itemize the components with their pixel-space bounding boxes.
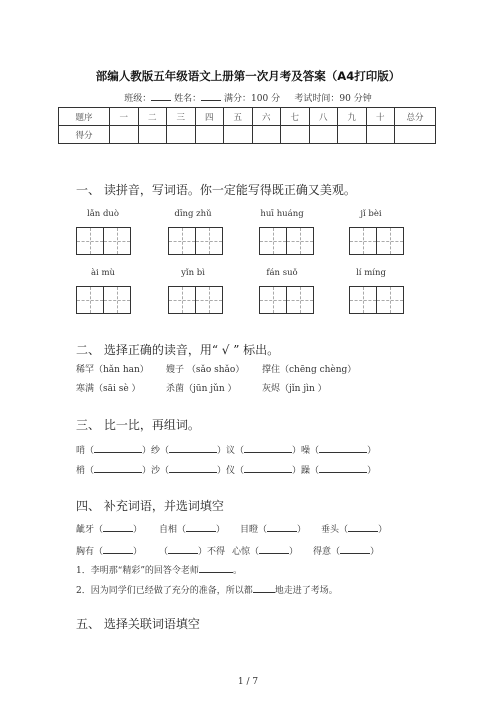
idiom-suffix: ） [378,525,388,535]
pinyin-label: jǐ bèi [360,209,382,219]
reading-item[interactable]: 嫂子 （sǎo shǎo） [166,365,245,375]
table-cell: 七 [281,108,310,126]
empty-score-cell[interactable] [195,126,224,144]
word-char: ）纱（ [142,446,170,456]
table-cell: 二 [138,108,167,126]
idiom-line-1 [76,522,387,535]
answer-blank[interactable] [267,522,297,532]
answer-blank[interactable] [168,544,198,554]
grid-cell[interactable] [103,227,131,255]
section-4-heading: 四、 补充词语，并选词填空 [76,499,224,513]
word-char: ）躁（ [292,466,320,476]
grid-cell[interactable] [103,286,131,314]
empty-score-cell[interactable] [167,126,196,144]
grid-cell[interactable] [168,227,196,255]
score-table [58,107,436,144]
table-cell: 三 [167,108,196,126]
reading-item[interactable]: 稀罕（hǎn han） [76,365,149,375]
reading-item[interactable]: 撑住（chēng chèng） [262,365,357,375]
empty-score-cell[interactable] [366,126,395,144]
compare-line-2 [76,463,376,476]
writing-grid[interactable] [259,227,314,255]
question-text: 2．因为同学们已经做了充分的准备，所以都 [76,586,253,596]
empty-score-cell[interactable] [138,126,167,144]
pinyin-label: lǎn duò [87,209,119,219]
word-char: ）噪（ [292,446,320,456]
name-blank [201,92,221,101]
pinyin-label: huī huáng [260,209,304,219]
table-cell: 五 [224,108,253,126]
pinyin-label: lí míng [356,268,386,278]
page-title: 部编人教版五年级语文上册第一次月考及答案（A4打印版） [95,69,401,83]
fill-question-2 [76,583,338,596]
table-cell: 六 [252,108,281,126]
exam-time: 考试时间：90 分钟 [294,94,372,104]
table-cell: 四 [195,108,224,126]
table-cell: 总分 [395,108,436,126]
writing-grid[interactable] [349,227,404,255]
table-cell: 八 [309,108,338,126]
answer-blank[interactable] [348,522,378,532]
reading-item[interactable]: 寒满（sāi sè ） [76,384,141,394]
grid-cell[interactable] [376,227,404,255]
idiom-prefix: 目瞪（ [240,525,268,535]
idiom-suffix: ）不得 [198,547,226,557]
grid-cell[interactable] [376,286,404,314]
empty-score-cell[interactable] [281,126,310,144]
question-text: 地走进了考场。 [274,586,338,596]
name-label: 姓名： [174,94,202,104]
empty-score-cell[interactable] [309,126,338,144]
empty-score-cell[interactable] [110,126,139,144]
answer-blank[interactable] [199,563,233,573]
word-char: ） [367,446,377,456]
section-3-heading: 三、 比一比，再组词。 [76,418,200,432]
score-table-header-row [59,108,436,126]
answer-blank[interactable] [186,522,216,532]
idiom-prefix: 自相（ [159,525,187,535]
class-blank [151,92,171,101]
idiom-prefix: 得意（ [313,547,341,557]
pinyin-label: yǐn bì [181,268,205,278]
compare-line-1 [76,443,376,456]
writing-grid[interactable] [259,286,314,314]
word-char: ）仪（ [217,466,245,476]
idiom-suffix: ） [370,547,380,557]
idiom-suffix: ） [297,525,307,535]
idiom-prefix: 心惊（ [232,547,260,557]
empty-score-cell[interactable] [338,126,367,144]
idiom-line-2 [76,544,379,557]
answer-blank[interactable] [244,443,292,453]
grid-cell[interactable] [286,227,314,255]
word-char: 梢（ [76,466,95,476]
idiom-prefix: （ [159,547,169,557]
idiom-suffix: ） [289,547,299,557]
table-cell: 题序 [59,108,110,126]
answer-blank[interactable] [94,443,142,453]
answer-blank[interactable] [259,544,289,554]
table-cell: 得分 [59,126,110,144]
idiom-prefix: 龇牙（ [76,525,104,535]
writing-grid[interactable] [349,286,404,314]
class-label: 班级： [124,94,152,104]
table-cell: 十 [366,108,395,126]
exam-info [0,91,496,104]
table-cell: 一 [110,108,139,126]
answer-blank[interactable] [319,443,367,453]
word-char: ）沙（ [142,466,170,476]
answer-blank[interactable] [103,522,133,532]
idiom-prefix: 胸有（ [76,547,104,557]
grid-cell[interactable] [349,227,377,255]
table-cell: 九 [338,108,367,126]
word-char: ） [367,466,377,476]
empty-score-cell[interactable] [395,126,436,144]
answer-blank[interactable] [340,544,370,554]
full-score: 满分：100 分 [224,94,281,104]
writing-grid[interactable] [168,286,223,314]
answer-blank[interactable] [244,463,292,473]
grid-cell[interactable] [195,227,223,255]
empty-score-cell[interactable] [252,126,281,144]
grid-cell[interactable] [76,286,104,314]
reading-line-2 [76,381,327,394]
grid-cell[interactable] [286,286,314,314]
grid-cell[interactable] [259,227,287,255]
section-5-heading: 五、 选择关联词语填空 [76,617,200,631]
idiom-prefix: 垂头（ [321,525,349,535]
idiom-suffix: ） [133,525,143,535]
question-text: 。 [232,566,242,576]
idiom-suffix: ） [216,525,226,535]
fill-question-1 [76,563,242,576]
answer-blank[interactable] [103,544,133,554]
score-table-score-row [59,126,436,144]
answer-blank[interactable] [169,443,217,453]
page-number: 1 / 7 [237,677,259,687]
answer-blank[interactable] [169,463,217,473]
pinyin-label: fán suǒ [266,268,298,278]
answer-blank[interactable] [94,463,142,473]
section-2-heading: 二、 选择正确的读音，用“ √ ” 标出。 [76,343,280,357]
reading-item[interactable]: 灰烬（jǐn jìn ） [262,384,327,394]
idiom-suffix: ） [133,547,143,557]
grid-cell[interactable] [195,286,223,314]
grid-cell[interactable] [168,286,196,314]
pinyin-label: dīng zhǔ [174,209,212,219]
question-text: 1．李明那“精彩”的回答令老师 [76,566,199,576]
grid-cell[interactable] [349,286,377,314]
section-1-heading: 一、 读拼音，写词语。你一定能写得既正确又美观。 [76,183,356,197]
writing-grid[interactable] [76,286,131,314]
answer-blank[interactable] [253,583,275,593]
writing-grid[interactable] [76,227,131,255]
word-char: ）议（ [217,446,245,456]
reading-item[interactable]: 杀菌（jūn jǔn ） [166,384,237,394]
grid-cell[interactable] [76,227,104,255]
empty-score-cell[interactable] [224,126,253,144]
word-char: 哨（ [76,446,95,456]
answer-blank[interactable] [319,463,367,473]
pinyin-label: ài mù [90,268,116,278]
grid-cell[interactable] [259,286,287,314]
writing-grid[interactable] [168,227,223,255]
reading-line-1 [76,362,356,375]
